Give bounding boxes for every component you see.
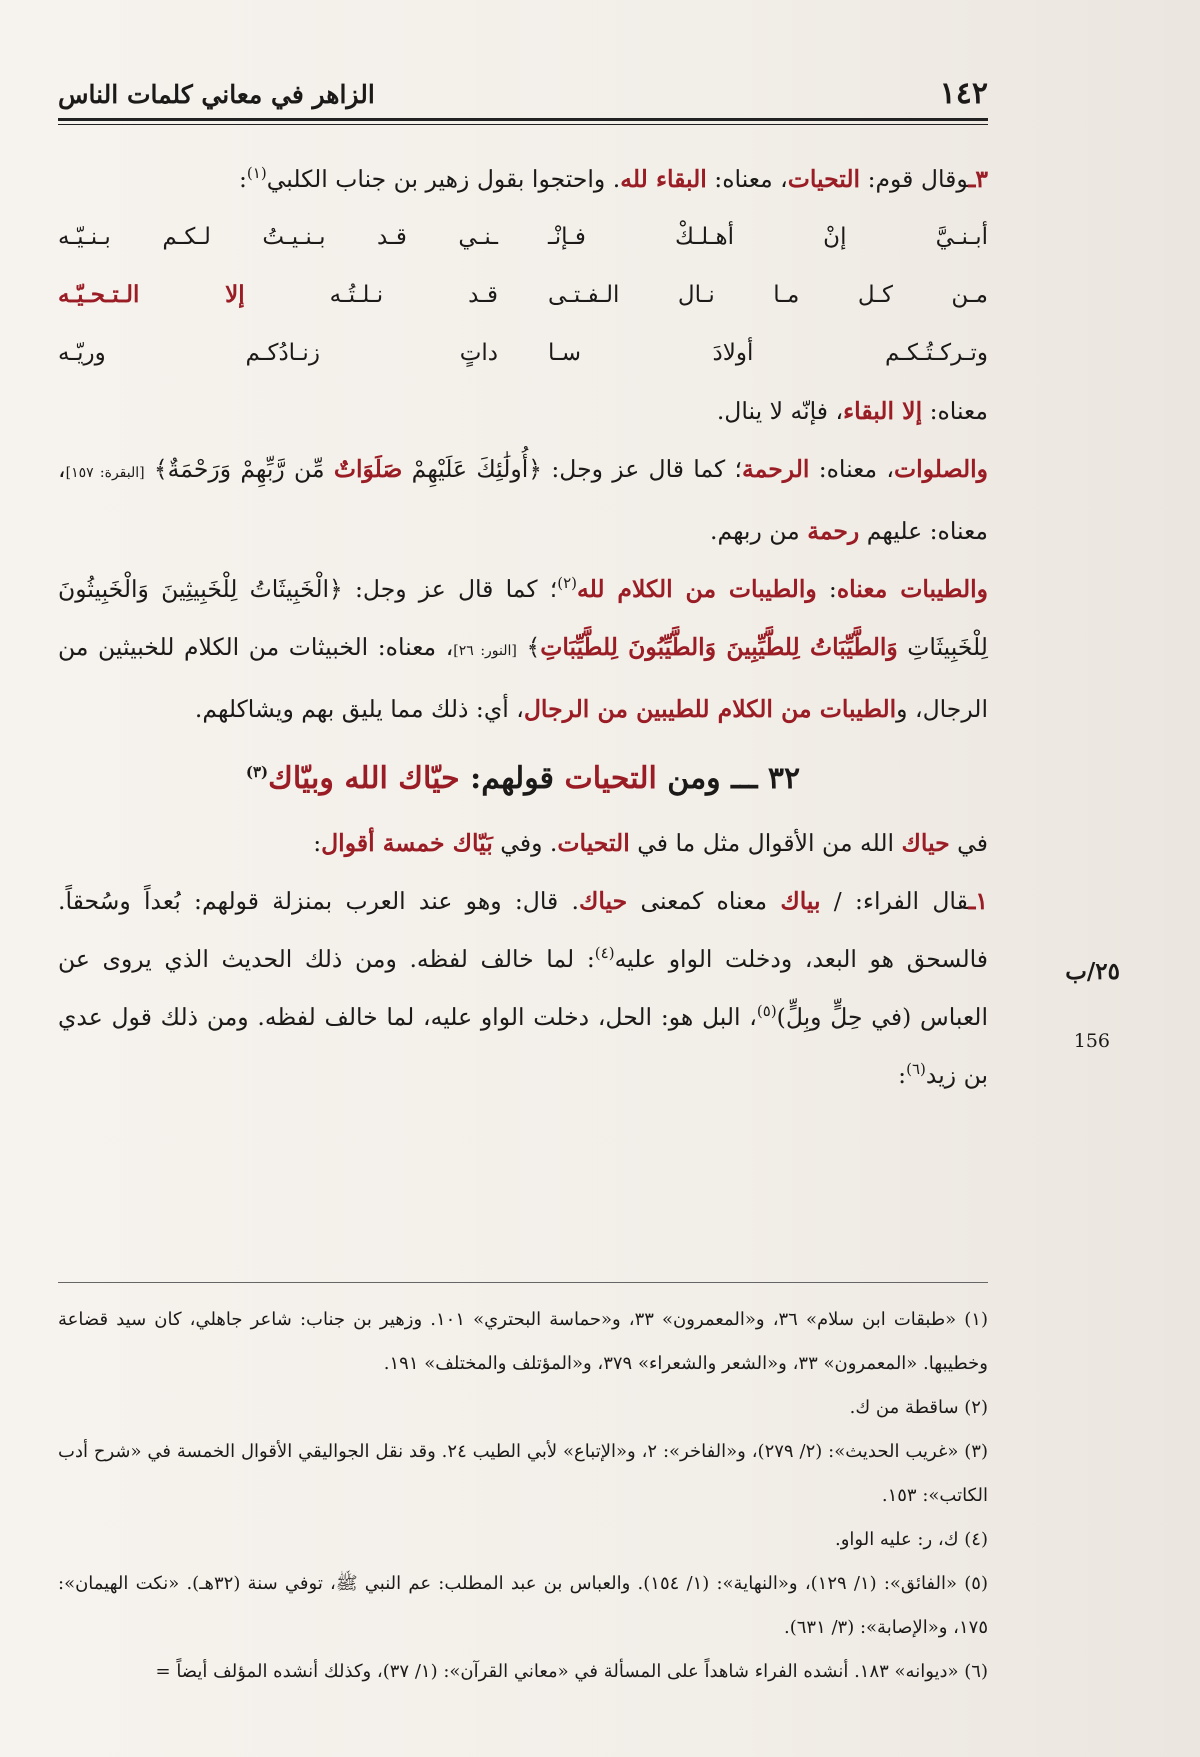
poem-hemistich-second: قـد نـلـتُـه إلا الـتـحـيّـه [58, 281, 498, 308]
footnote-ref: (٦) [906, 1060, 926, 1079]
quran-reference: [البقرة: ١٥٧] [65, 465, 145, 481]
header-rule-thin [58, 124, 988, 125]
paragraph-salawat: والصلوات، معناه: الرحمة؛ كما قال عز وجل: ﴿أُولَٰئِكَ عَلَيْهِمْ صَلَوَاتٌ مِّن رَّبِّهِمْ وَرَحْمَةٌ﴾ [البقرة: ١٥٧]، معناه: عليهم رحمة من ربهم. [58, 455, 988, 545]
footnote: (٤) ك، ر: عليه الواو. [835, 1529, 988, 1550]
paragraph-tayyibat: والطيبات معناه: والطيبات من الكلام لله$^{(٢)}$؛ كما قال عز وجل: ﴿الْخَبِيثَاتُ لِلْخَبِيثِينَ وَالْخَبِيثُونَ لِلْخَبِيثَاتِ وَالطَّيِّبَاتُ لِلطَّيِّبِينَ وَالطَّيِّبُونَ لِلطَّيِّبَاتِ﴾ [النور: ٢٦]، معناه: الخبيثات من الكلام للخبيثين من الرجال، والطيبات من الكلام للطيبين من الرجال، أي: ذلك مما يليق بهم ويشاكلهم. [58, 574, 988, 723]
paragraph-meaning: معناه: إلا البقاء، فإنّه لا ينال. [716, 397, 988, 425]
poem-line [58, 266, 988, 324]
footnotes [58, 1298, 988, 1694]
footnote: (٥) «الفائق»: (١/ ١٢٩)، و«النهاية»: (١/ ١٥٤). والعباس بن عبد المطلب: عم النبي ﷺ، توفي سنة (٣٢هـ). «نكت الهيمان»: ١٧٥، و«الإصابة»: (٣/ ٦٣١). [58, 1573, 988, 1638]
poem-line [58, 208, 988, 266]
poem-hemistich-second: داتٍ زنـادُكـم وريّـه [58, 340, 498, 366]
paragraph-3: ٣ـوقال قوم: التحيات، معناه: البقاء لله. واحتجوا بقول زهير بن جناب الكلبي$^{(١)}$: [238, 164, 988, 193]
footnote: (٢) ساقطة من ك. [849, 1397, 988, 1418]
poem-line [58, 324, 988, 382]
poem-hemistich-first: مـن كـل مـا نـال الـفـتـى [548, 282, 988, 308]
footnote-ref: (٣) [245, 763, 269, 781]
page-number: ١٤٢ [939, 76, 988, 111]
manuscript-folio-marker: ٢٥/ب [1065, 958, 1120, 985]
section-heading: ٣٢ ـــ ومن التحيات قولهم: حيّاك الله وبيّاك$^{(٣)}$ [245, 761, 801, 796]
footnote-ref: (٥) [756, 1002, 777, 1021]
main-text [58, 150, 988, 1104]
footnote-ref: (٤) [594, 944, 615, 963]
footnote-separator [58, 1282, 988, 1283]
poem-hemistich-first: أبـنـيَّ إنْ أهـلـكْ فـإنْـ [548, 224, 988, 250]
poem-hemistich-first: وتـركـتُـكـم أولادَ سـا [548, 340, 988, 366]
paragraph-farra: ١ـقال الفراء: / بياك معناه كمعنى حياك. قال: وهو عند العرب بمنزلة قولهم: بُعداً وسُحقاً. فالسحق هو البعد، ودخلت الواو عليه$^{(٤)}$: لما خالف لفظه. ومن ذلك الحديث الذي يروى عن العباس (في حِلٍّ وبِلٍّ)$^{(٥)}$، البل هو: الحل، دخلت الواو عليه، لما خالف لفظه. ومن ذلك قول عدي بن زيد$^{(٦)}$: [58, 887, 988, 1089]
original-page-reference: 156 [1073, 1030, 1110, 1052]
running-head [58, 74, 988, 114]
footnote-ref: (٢) [557, 574, 577, 593]
footnote: (٣) «غريب الحديث»: (٢/ ٢٧٩)، و«الفاخر»: ٢، و«الإتباع» لأبي الطيب ٢٤. وقد نقل الجواليقي الأقوال الخمسة في «شرح أدب الكاتب»: ١٥٣. [58, 1441, 988, 1506]
paragraph-hayyak: في حياك الله من الأقوال مثل ما في التحيات. وفي بَيّاك خمسة أقوال: [313, 829, 988, 857]
poem-hemistich-second: ـنـي قـد بـنـيـتُ لـكـم بـنـيّـه [58, 224, 498, 250]
header-rule [58, 118, 988, 121]
footnote: (١) «طبقات ابن سلام» ٣٦، و«المعمرون» ٣٣، و«حماسة البحتري» ١٠١. وزهير بن جناب: شاعر جاهلي، كان سيد قضاعة وخطيبها. «المعمرون» ٣٣، و«الشعر والشعراء» ٣٧٩، و«المؤتلف والمختلف» ١٩١. [58, 1309, 988, 1374]
book-title: الزاهر في معاني كلمات الناس [58, 80, 375, 109]
quran-reference: [النور: ٢٦] [453, 643, 517, 659]
footnote-ref: (١) [246, 164, 267, 183]
footnote: (٦) «ديوانه» ١٨٣. أنشده الفراء شاهداً على المسألة في «معاني القرآن»: (١/ ٣٧)، وكذلك أنشده المؤلف أيضاً = [155, 1661, 988, 1682]
